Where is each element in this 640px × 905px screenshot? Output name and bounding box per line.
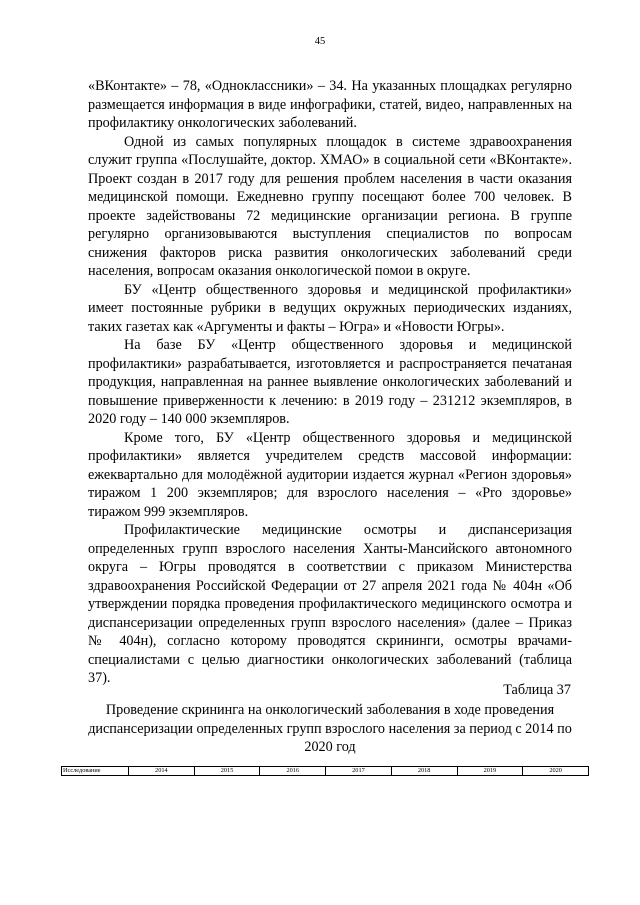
paragraph-newspaper-rubrics: БУ «Центр общественного здоровья и медицинской профилактики» имеет постоянные рубрики в ведущих окружных периодических изданиях, таких газетах как «Аргументы и факты – Югра» и «Новости Югры». bbox=[88, 281, 572, 335]
paragraph-printed-products: На базе БУ «Центр общественного здоровья и медицинской профилактики» разрабатывается, изготовляется и распространяется печатаная продукция, направленная на раннее выявление онкологических заболеваний и повышение приверженности к лечению: в 2019 году – 231212 экземпляров, в 2020 году – 140 000 экземпляров. bbox=[88, 337, 572, 427]
page-number: 45 bbox=[314, 36, 326, 47]
column-header-2016: 2016 bbox=[260, 767, 326, 776]
column-header-2019: 2019 bbox=[457, 767, 523, 776]
column-header-2020: 2020 bbox=[523, 767, 589, 776]
column-header-study: Исследование bbox=[62, 767, 129, 776]
paragraph-mass-media: Кроме того, БУ «Центр общественного здоровья и медицинской профилактики» является учредителем средств массовой информации: ежеквартально для молодёжной аудитории издается журнал «Регион здоровья» тиражом 1 200 экземпляров; для взрослого населения – «Pro здоровье» тиражом 999 экземпляров. bbox=[88, 429, 572, 520]
table-caption: Проведение скрининга на онкологический заболевания в ходе проведения диспансеризации определенных групп взрослого населения за период с 2014 по 2020 год bbox=[88, 702, 572, 755]
column-header-2018: 2018 bbox=[391, 767, 457, 776]
document-body bbox=[88, 77, 572, 688]
paragraph-doctor-group: Одной из самых популярных площадок в системе здравоохранения служит группа «Послушайте, доктор. ХМАО» в социальной сети «ВКонтакте». Проект создан в 2017 году для решения проблем населения в части оказания медицинской помощи. Ежедневно группу посещают более 700 человек. В проекте задействованы 72 медицинские организации региона. В группе регулярно организовываются выступления специалистов по вопросам снижения факторов риска развития онкологических заболеваний среди населения, вопросам оказания онкологической помои в округе. bbox=[88, 133, 572, 279]
table-label: Таблица 37 bbox=[503, 682, 571, 698]
column-header-2017: 2017 bbox=[326, 767, 392, 776]
column-header-2015: 2015 bbox=[194, 767, 260, 776]
paragraph-medical-checkups: Профилактические медицинские осмотры и диспансеризация определенных групп взрослого населения Ханты-Мансийского автономного округа – Югры проводятся в соответствии с приказом Министерства здравоохранения Российской Федерации от 27 апреля 2021 года № 404н «Об утверждении порядка проведения профилактического медицинского осмотра и диспансеризации определенных групп взрослого населения» (далее – Приказ № 404н), согласно которому проводятся скрининги, осмотры врачами-специалистами с целью диагностики онкологических заболеваний (таблица 37). bbox=[88, 522, 572, 686]
screening-table bbox=[61, 766, 589, 776]
column-header-2014: 2014 bbox=[129, 767, 195, 776]
paragraph-social-networks: «ВКонтакте» – 78, «Одноклассники» – 34. На указанных площадках регулярно размещается информация в виде инфографики, статей, видео, направленных на профилактику онкологических заболеваний. bbox=[88, 78, 572, 131]
table-header-row bbox=[62, 767, 589, 776]
